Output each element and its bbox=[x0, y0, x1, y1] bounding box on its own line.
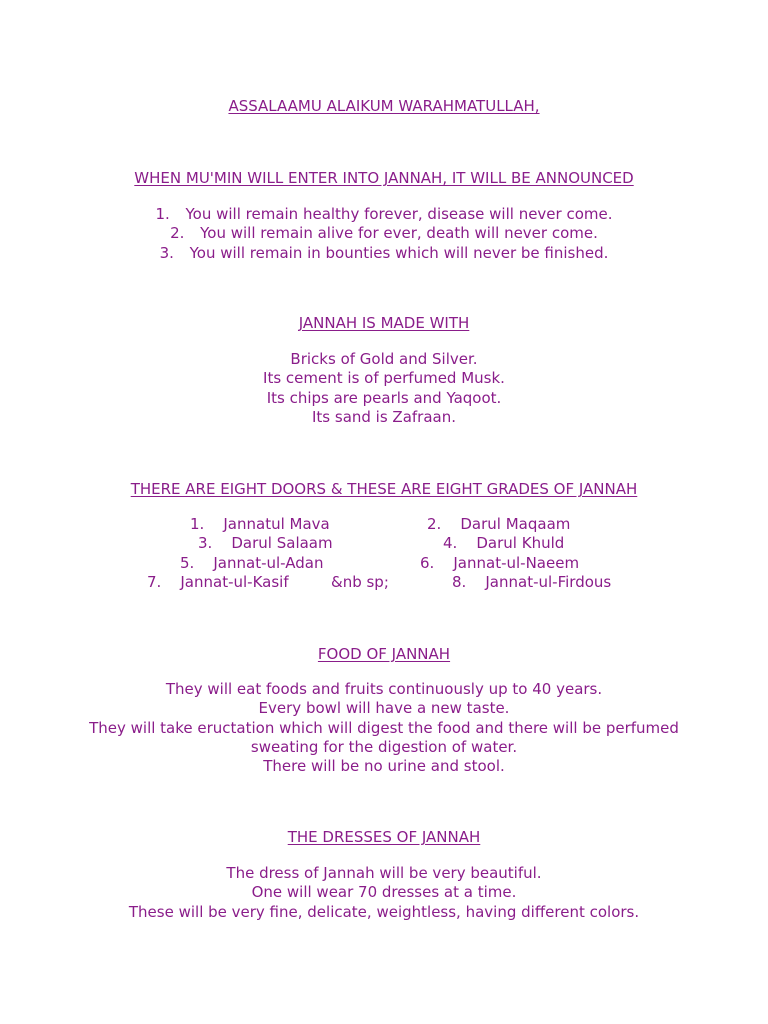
doors-row bbox=[0, 554, 768, 573]
announce-heading: WHEN MU'MIN WILL ENTER INTO JANNAH, IT WILL BE ANNOUNCED bbox=[134, 169, 634, 187]
door-item: 7. Jannat-ul-Kasif bbox=[147, 572, 289, 591]
door-item: 2. Darul Maqaam bbox=[427, 515, 571, 533]
text-line: These will be very fine, delicate, weightless, having different colors. bbox=[128, 902, 640, 921]
doors-row bbox=[0, 573, 768, 592]
announce-item bbox=[0, 205, 768, 224]
text-line: sweating for the digestion of water. bbox=[250, 737, 518, 756]
text-line: The dress of Jannah will be very beautiful. bbox=[226, 864, 542, 882]
text-line: They will take eructation which will digest the food and there will be perfumed bbox=[89, 718, 679, 737]
food-lines bbox=[0, 680, 768, 776]
made-with-lines bbox=[0, 350, 768, 427]
announce-list bbox=[0, 205, 768, 263]
text-line: Its chips are pearls and Yaqoot. bbox=[266, 388, 502, 407]
list-number: 3. bbox=[159, 243, 174, 262]
list-number: 2. bbox=[170, 224, 185, 243]
door-item: 5. Jannat-ul-Adan bbox=[180, 553, 324, 572]
doors-row bbox=[0, 515, 768, 534]
door-item-artifact: &nb sp; bbox=[331, 572, 389, 591]
dresses-lines bbox=[0, 864, 768, 922]
door-item: 3. Darul Salaam bbox=[198, 534, 333, 553]
text-line: They will eat foods and fruits continuously up to 40 years. bbox=[165, 680, 603, 698]
door-item: 8. Jannat-ul-Firdous bbox=[452, 572, 612, 591]
door-item: 1. Jannatul Mava bbox=[190, 515, 330, 533]
door-item: 4. Darul Khuld bbox=[443, 534, 565, 553]
text-line: Bricks of Gold and Silver. bbox=[290, 350, 478, 368]
announce-item bbox=[0, 244, 768, 263]
doors-row bbox=[0, 534, 768, 553]
text-line: Its cement is of perfumed Musk. bbox=[263, 369, 505, 388]
made-with-heading: JANNAH IS MADE WITH bbox=[298, 314, 470, 332]
doors-grid bbox=[0, 515, 768, 592]
text-line: Its sand is Zafraan. bbox=[311, 407, 457, 426]
food-heading: FOOD OF JANNAH bbox=[317, 645, 451, 663]
list-text: You will remain in bounties which will never be finished. bbox=[189, 243, 609, 262]
greeting-heading: ASSALAAMU ALAIKUM WARAHMATULLAH, bbox=[228, 97, 540, 115]
text-line: Every bowl will have a new taste. bbox=[258, 699, 510, 718]
doors-heading: THERE ARE EIGHT DOORS & THESE ARE EIGHT GRADES OF JANNAH bbox=[130, 480, 638, 498]
list-number: 1. bbox=[155, 205, 170, 223]
announce-item bbox=[0, 224, 768, 243]
door-item: 6. Jannat-ul-Naeem bbox=[420, 553, 580, 572]
text-line: One will wear 70 dresses at a time. bbox=[251, 883, 517, 902]
dresses-heading: THE DRESSES OF JANNAH bbox=[287, 828, 481, 846]
list-text: You will remain alive for ever, death will never come. bbox=[200, 224, 598, 243]
list-text: You will remain healthy forever, disease will never come. bbox=[185, 205, 613, 223]
text-line: There will be no urine and stool. bbox=[263, 757, 505, 776]
